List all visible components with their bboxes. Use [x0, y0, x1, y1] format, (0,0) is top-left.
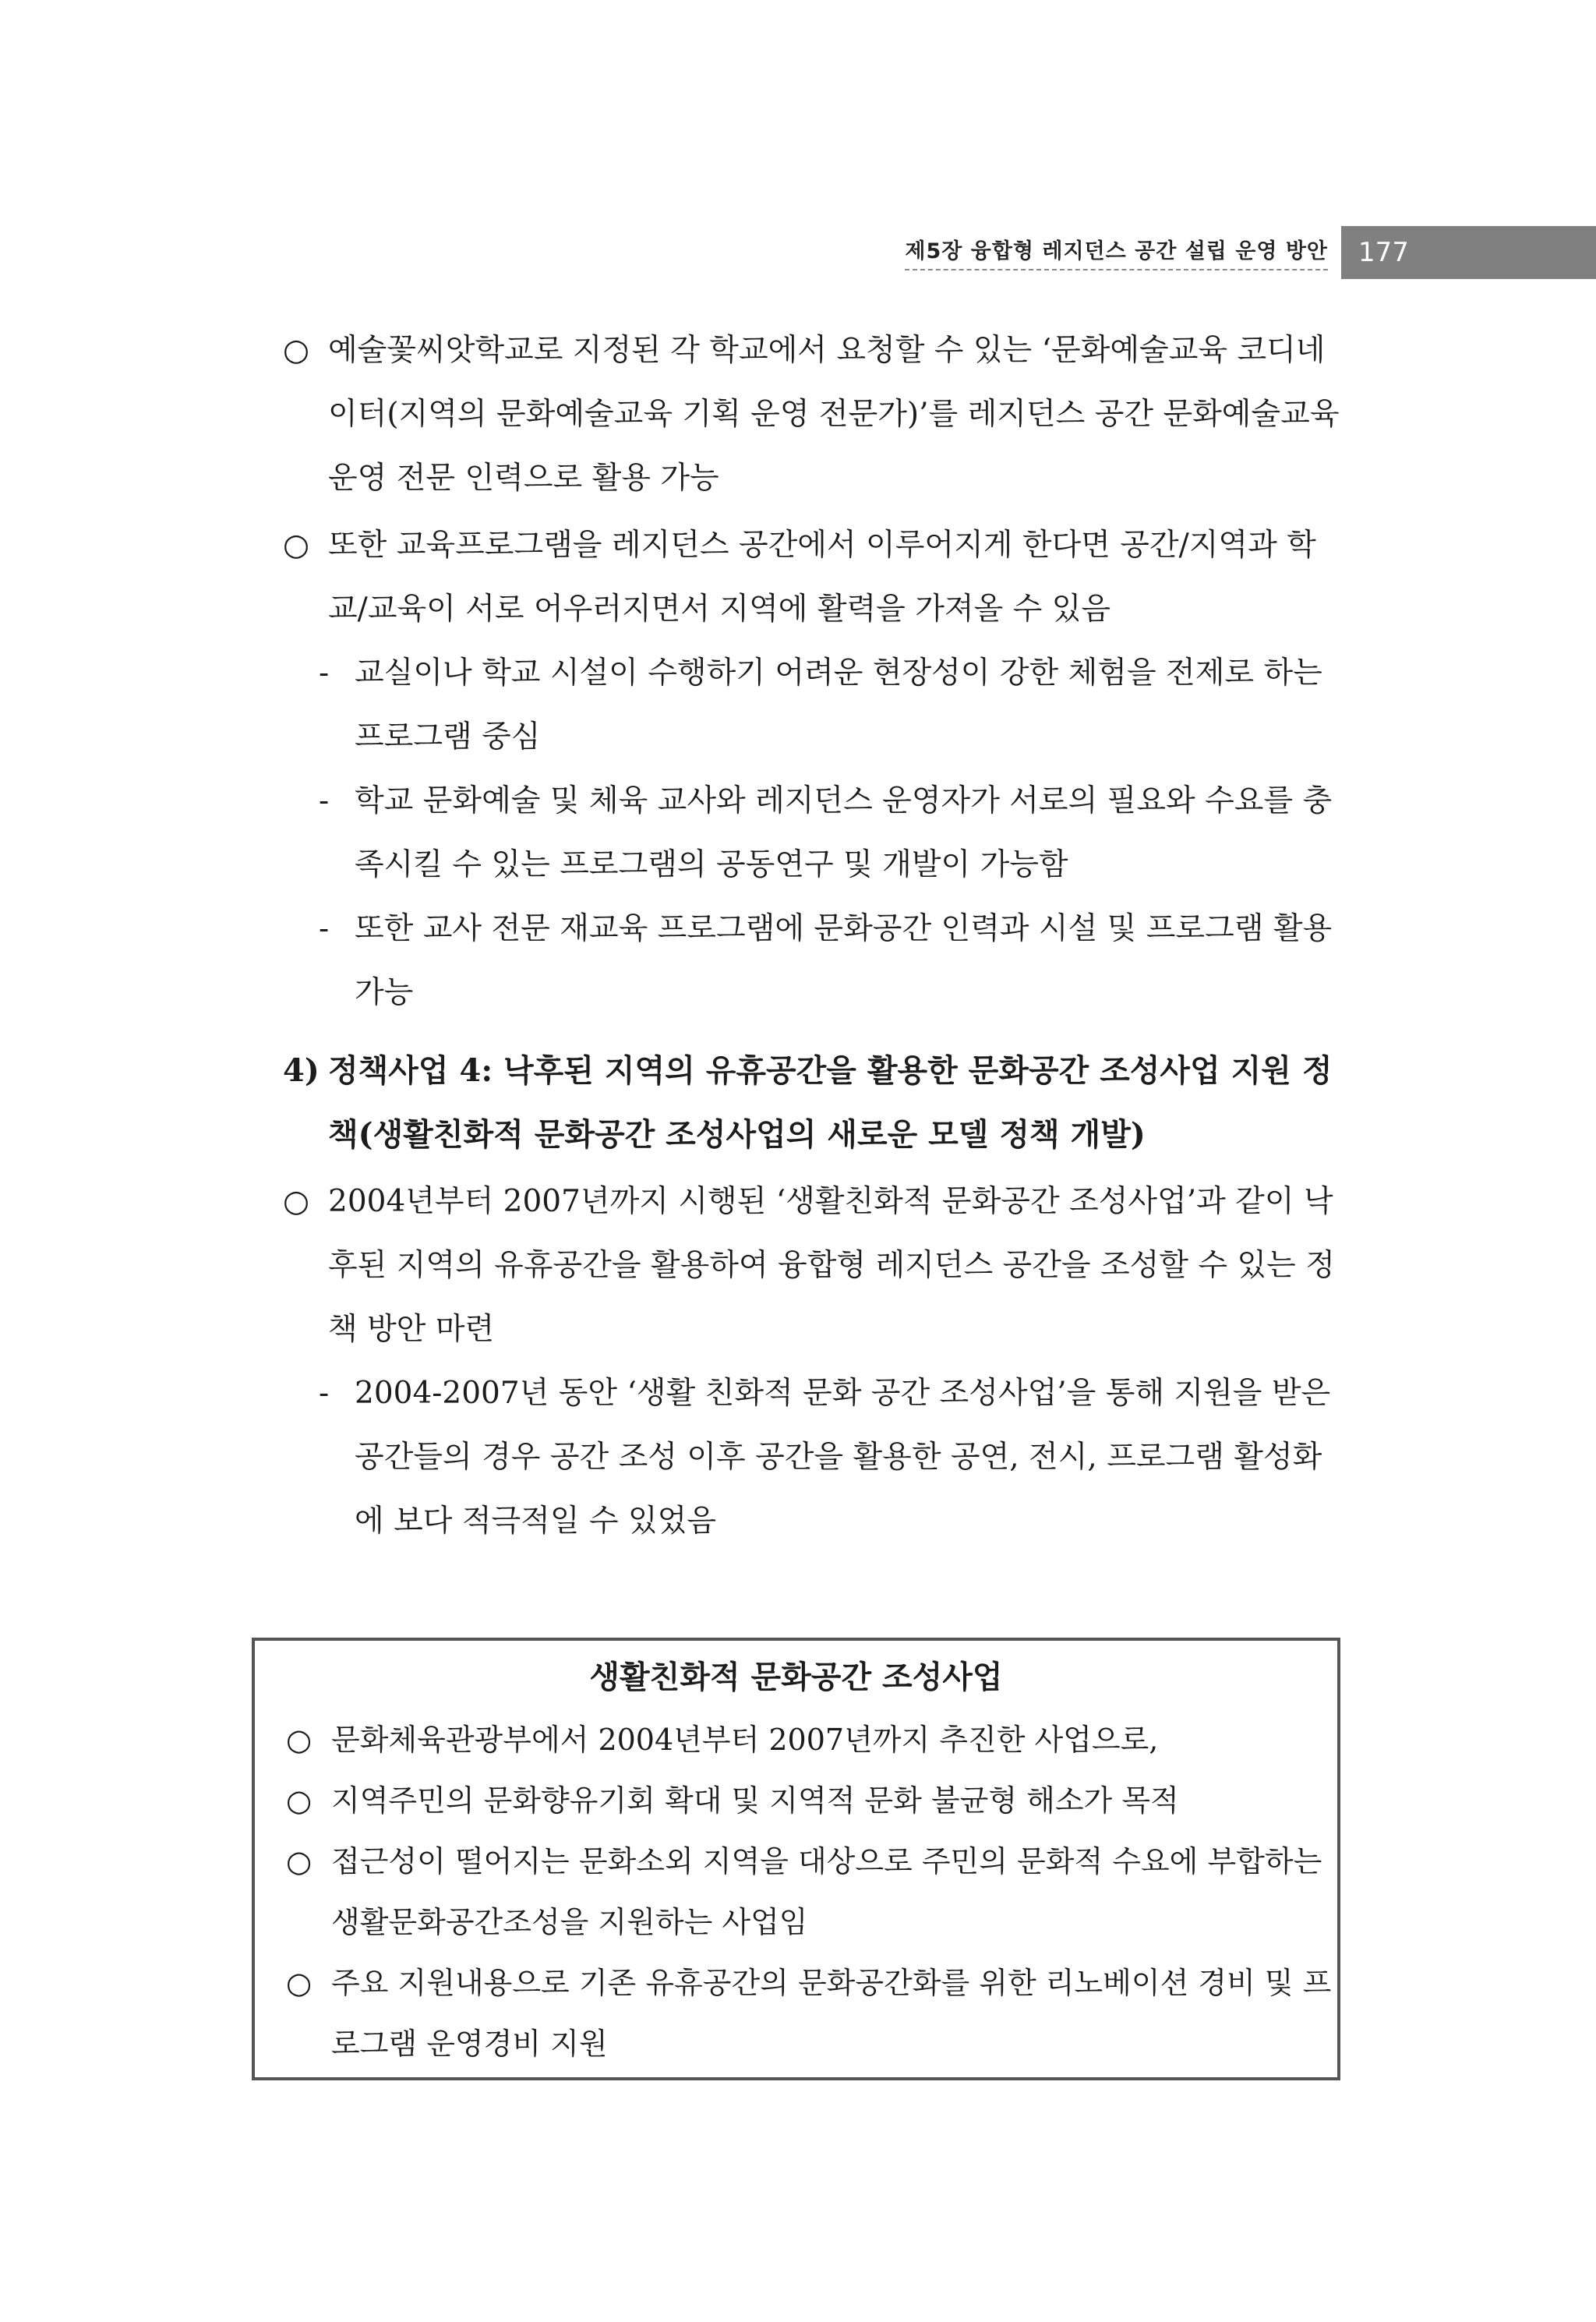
dash-text: 교실이나 학교 시설이 수행하기 어려운 현장성이 강한 체험을 전제로 하는 프로그램 중심: [355, 656, 1322, 755]
circle-bullet-icon: ○: [286, 1723, 312, 1757]
dash-bullet-icon: -: [319, 656, 330, 691]
section-heading: [283, 1039, 1343, 1167]
bullet-paragraph: [283, 514, 1343, 641]
dash-bullet-icon: -: [319, 783, 330, 818]
info-box-item-text: 문화체육관광부에서 2004년부터 2007년까지 추진한 사업으로,: [331, 1723, 1159, 1757]
dash-item: [283, 1362, 1343, 1553]
info-box-item: [286, 1953, 1344, 2074]
circle-bullet-icon: ○: [286, 1783, 312, 1818]
info-box-item-text: 지역주민의 문화향유기회 확대 및 지역적 문화 불균형 해소가 목적: [331, 1783, 1179, 1818]
info-box-item-text: 접근성이 떨어지는 문화소외 지역을 대상으로 주민의 문화적 수요에 부합하는 생활문화공간조성을 지원하는 사업임: [331, 1844, 1322, 1939]
circle-bullet-icon: ○: [283, 333, 310, 368]
info-box-title: 생활친화적 문화공간 조성사업: [589, 1659, 1003, 1695]
dash-bullet-icon: -: [319, 911, 330, 946]
page-body: [283, 316, 1343, 1553]
circle-bullet-icon: ○: [283, 528, 310, 563]
page-number-tab: [1341, 226, 1596, 279]
dash-item: [283, 641, 1343, 769]
circle-bullet-icon: ○: [286, 1844, 312, 1878]
info-box-item: [286, 1709, 1344, 1770]
section-heading-text: 정책사업 4: 낙후된 지역의 유휴공간을 활용한 문화공간 조성사업 지원 정책(생활친화적 문화공간 조성사업의 새로운 모델 정책 개발): [328, 1052, 1333, 1153]
dash-text: 학교 문화예술 및 체육 교사와 레지던스 운영자가 서로의 필요와 수요를 충족시킬 수 있는 프로그램의 공동연구 및 개발이 가능함: [355, 783, 1333, 882]
dash-item: [283, 769, 1343, 897]
dash-bullet-icon: -: [319, 1376, 330, 1411]
bullet-paragraph: [283, 319, 1343, 511]
circle-bullet-icon: ○: [283, 1184, 310, 1219]
section-number: 4): [283, 1052, 320, 1089]
bullet-text: 예술꽃씨앗학교로 지정된 각 학교에서 요청할 수 있는 ‘문화예술교육 코디네이터(지역의 문화예술교육 기획 운영 전문가)’를 레지던스 공간 문화예술교육 운영 전문 인력으로 활용 가능: [328, 333, 1340, 496]
circle-bullet-icon: ○: [286, 1966, 312, 2000]
bullet-text: 2004년부터 2007년까지 시행된 ‘생활친화적 문화공간 조성사업’과 같이 낙후된 지역의 유휴공간을 활용하여 융합형 레지던스 공간을 조성할 수 있는 정책 방안 마련: [328, 1184, 1335, 1347]
dash-text: 또한 교사 전문 재교육 프로그램에 문화공간 인력과 시설 및 프로그램 활용 가능: [355, 911, 1333, 1010]
bullet-text: 또한 교육프로그램을 레지던스 공간에서 이루어지게 한다면 공간/지역과 학교/교육이 서로 어우러지면서 지역에 활력을 가져올 수 있음: [328, 528, 1316, 627]
page-number: 177: [1358, 237, 1409, 268]
info-box-item-text: 주요 지원내용으로 기존 유휴공간의 문화공간화를 위한 리노베이션 경비 및 프로그램 운영경비 지원: [331, 1966, 1332, 2061]
dash-item: [283, 897, 1343, 1025]
info-box-item: [286, 1831, 1344, 1953]
dash-text: 2004-2007년 동안 ‘생활 친화적 문화 공간 조성사업’을 통해 지원을 받은 공간들의 경우 공간 조성 이후 공간을 활용한 공연, 전시, 프로그램 활성화에 보다 적극적일 수 있었음: [355, 1376, 1331, 1539]
bullet-paragraph: [283, 1170, 1343, 1362]
info-box-item: [286, 1770, 1344, 1831]
info-box: [252, 1638, 1340, 2080]
running-header: [0, 226, 1596, 279]
chapter-title: 제5장 융합형 레지던스 공간 설립 운영 방안: [905, 234, 1328, 270]
